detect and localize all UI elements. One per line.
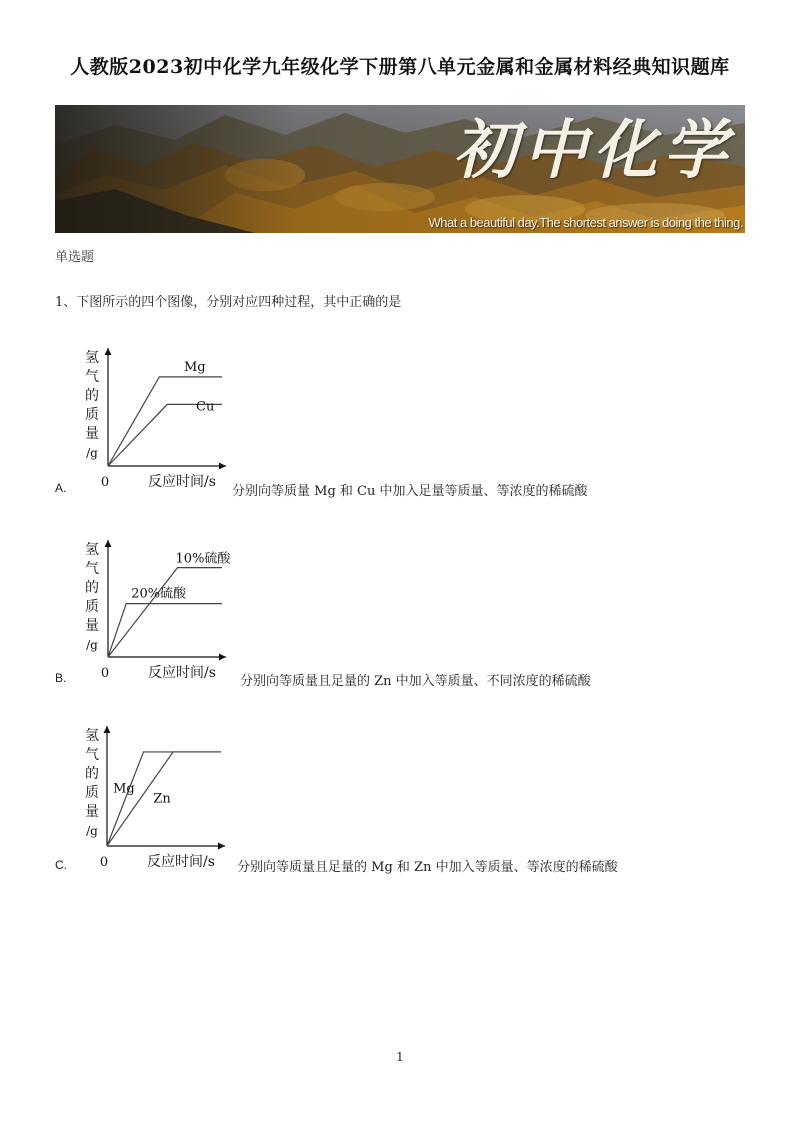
- x-axis-label: 反应时间/s: [148, 474, 216, 490]
- y-axis-label-char: 的: [85, 580, 99, 596]
- option-c-letter: C.: [55, 858, 67, 872]
- option-a-letter: A.: [55, 481, 67, 495]
- option-c-description: 分别向等质量且足量的 Mg 和 Zn 中加入等质量、等浓度的稀硫酸: [237, 860, 618, 875]
- y-axis-label-char: /g: [86, 446, 98, 460]
- y-axis-label-char: 质: [85, 599, 99, 615]
- y-axis-label-char: /g: [86, 824, 98, 838]
- y-axis-label-char: 质: [85, 407, 99, 423]
- banner-subtitle: What a beautiful day.The shortest answer is doing the thing.: [428, 215, 743, 230]
- graph-option-c: [78, 712, 258, 872]
- y-axis-label-char: 气: [85, 747, 99, 763]
- x-axis-arrow: [219, 654, 226, 661]
- x-axis-arrow: [219, 463, 226, 470]
- series-label: Mg: [184, 359, 206, 375]
- series-line: [108, 604, 222, 657]
- y-axis-label-char: 气: [85, 561, 99, 577]
- y-axis-label-char: 氢: [85, 728, 99, 744]
- series-label: 10%硫酸: [175, 551, 231, 567]
- option-a-description: 分别向等质量 Mg 和 Cu 中加入足量等质量、等浓度的稀硫酸: [232, 484, 588, 499]
- graph-option-a: [78, 336, 258, 496]
- y-axis-label-char: 质: [85, 785, 99, 801]
- series-label: Cu: [196, 399, 215, 415]
- y-axis-label-char: 的: [85, 766, 99, 782]
- origin-label: 0: [100, 475, 110, 490]
- origin-label: 0: [100, 666, 110, 681]
- series-label: 20%硫酸: [131, 586, 187, 602]
- y-axis-label-char: 量: [85, 426, 99, 442]
- y-axis-label-char: 的: [85, 388, 99, 404]
- origin-label: 0: [99, 855, 109, 870]
- series-line: [108, 377, 222, 466]
- y-axis-label-char: 量: [85, 804, 99, 820]
- x-axis-arrow: [218, 843, 225, 850]
- y-axis-label-char: /g: [86, 638, 98, 652]
- y-axis-label-char: 氢: [85, 350, 99, 366]
- series-line: [108, 568, 222, 657]
- y-axis-label-char: 氢: [85, 542, 99, 558]
- question-text: 1、下图所示的四个图像，分别对应四种过程，其中正确的是: [55, 295, 402, 310]
- option-b-letter: B.: [55, 671, 67, 685]
- document-title: 人教版2023初中化学九年级化学下册第八单元金属和金属材料经典知识题库: [70, 56, 730, 78]
- y-axis-label-char: 气: [85, 369, 99, 385]
- y-axis-arrow: [105, 348, 112, 355]
- graph-option-b: [78, 526, 258, 686]
- x-axis-label: 反应时间/s: [148, 665, 216, 681]
- banner-image: [55, 105, 745, 233]
- page-number: 1: [396, 1050, 404, 1064]
- y-axis-arrow: [104, 726, 111, 733]
- banner-title: 初中化学: [453, 113, 733, 188]
- x-axis-label: 反应时间/s: [147, 854, 215, 870]
- y-axis-label-char: 量: [85, 618, 99, 634]
- y-axis-arrow: [105, 540, 112, 547]
- option-b-description: 分别向等质量且足量的 Zn 中加入等质量、不同浓度的稀硫酸: [240, 674, 591, 689]
- series-label: Mg: [113, 781, 135, 797]
- section-label: 单选题: [55, 250, 95, 265]
- series-label: Zn: [153, 791, 171, 807]
